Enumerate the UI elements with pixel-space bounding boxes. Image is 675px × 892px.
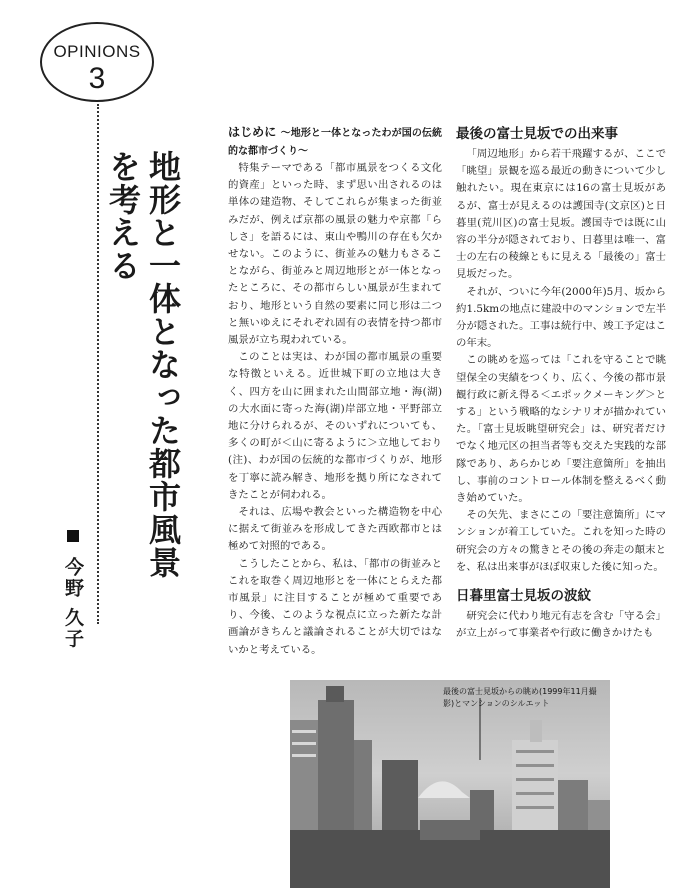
paragraph: こうしたことから、私は、「都市の街並みとこれを取巻く周辺地形とを一体にとらえた都市風景」に注目することが極めて重要であり、今後、このような視点に立った新たな計画論がきちんと議論されることが大切ではないかと考えている。 xyxy=(228,557,442,656)
intro-heading: はじめに xyxy=(228,125,277,139)
author-name: 今野 久子 xyxy=(62,556,84,650)
section-heading-ripples: 日暮里富士見坂の波紋 xyxy=(456,588,591,605)
section-heading-intro xyxy=(228,124,442,160)
square-bullet-icon xyxy=(67,530,79,542)
opinions-badge xyxy=(40,22,154,102)
section-heading-last-fujimizaka: 最後の富士見坂での出来事 xyxy=(456,126,618,142)
paragraph: 「周辺地形」から若干飛躍するが、ここで「眺望」景観を巡る最近の動きについて少し触れたい。現在東京には16の富士見坂があるが、富士が見えるのは護国寺(文京区)と日暮里(荒川区)の富士見坂。護国寺では既に山容の半分が隠されており、日暮里は唯一、富士の左右の稜線ともに見える「最後の」富士見坂だった。 xyxy=(456,148,666,281)
badge-number: 3 xyxy=(88,62,106,95)
intro-subheading: ～地形と一体となったわが国の伝統的な都市づくり～ xyxy=(228,128,443,157)
paragraph: それが、ついに今年(2000年)5月、坂から約1.5kmの地点に建設中のマンションで左半分が隠された。工事は続行中、竣工予定はこの年末。 xyxy=(456,285,666,350)
column-right xyxy=(456,124,666,642)
dotted-divider xyxy=(97,104,99,624)
paragraph: この眺めを巡っては「これを守ることで眺望保全の実績をつくり、広く、今後の都市景観行政に新え得る＜エポックメーキング＞とする」という戦略的なシナリオが描かれていた。「富士見坂眺望研究会」は、研究者だけでなく地元区の担当者等も交えた実践的な部隊であり、あらかじめ「要注意箇所」を抽出し、事前のコントロール体制を整えるべく動き始めていた。 xyxy=(456,354,666,505)
paragraph: このことは実は、わが国の都市風景の重要な特徴といえる。近世城下町の立地は大きく、四方を山に囲まれた山間部立地・海(湖)の大水面に寄った海(湖)岸部立地・平野部立地に分けられるが、そのいずれについても、多くの町が＜山に寄るように＞立地しており(注)、わが国の伝統的な都市づくりが、地形を丁寧に読み解き、地形を拠り所になされてきたことが伺われる。 xyxy=(228,351,442,501)
paragraph: 特集テーマである「都市風景をつくる文化的資産」といった時、まず思い出されるのは単体の建造物、そしてこれらが集まった街並みだが、例えば京都の風景の魅力や京都「らしさ」を語るには、東山や鴨川の存在も欠かせない。このように、街並みの魅力もさることながら、街並みと周辺地形とが一体となったところに、その都市らしい風景が生まれており、地形という自然の要素に同じ形は二つと無いゆえにそれぞれ固有の表情を持つ都市風景が立ち現われている。 xyxy=(228,162,442,347)
article-title: 地形と一体となった都市風景を考える xyxy=(104,150,182,579)
cityscape-illustration xyxy=(290,680,610,888)
paragraph: その矢先、まさにこの「要注意箇所」にマンションが着工していた。これを知った時の研究会の方々の驚きとその後の奔走の顛末とを、私は出来事がほぼ収束した後に知った。 xyxy=(456,509,666,573)
author-byline xyxy=(60,530,87,649)
photo-caption: 最後の富士見坂からの眺め(1999年11月撮影)とマンションのシルエット xyxy=(443,687,597,708)
badge-label: OPINIONS xyxy=(53,42,141,61)
paragraph: それは、広場や教会といった構造物を中心に据えて街並みを形成してきた西欧都市とは極めて対照的である。 xyxy=(228,506,442,553)
paragraph: 研究会に代わり地元有志を含む「守る会」が立上がって事業者や行政に働きかけたも xyxy=(456,610,666,640)
cityscape-photo xyxy=(290,680,610,888)
column-left xyxy=(228,124,442,659)
